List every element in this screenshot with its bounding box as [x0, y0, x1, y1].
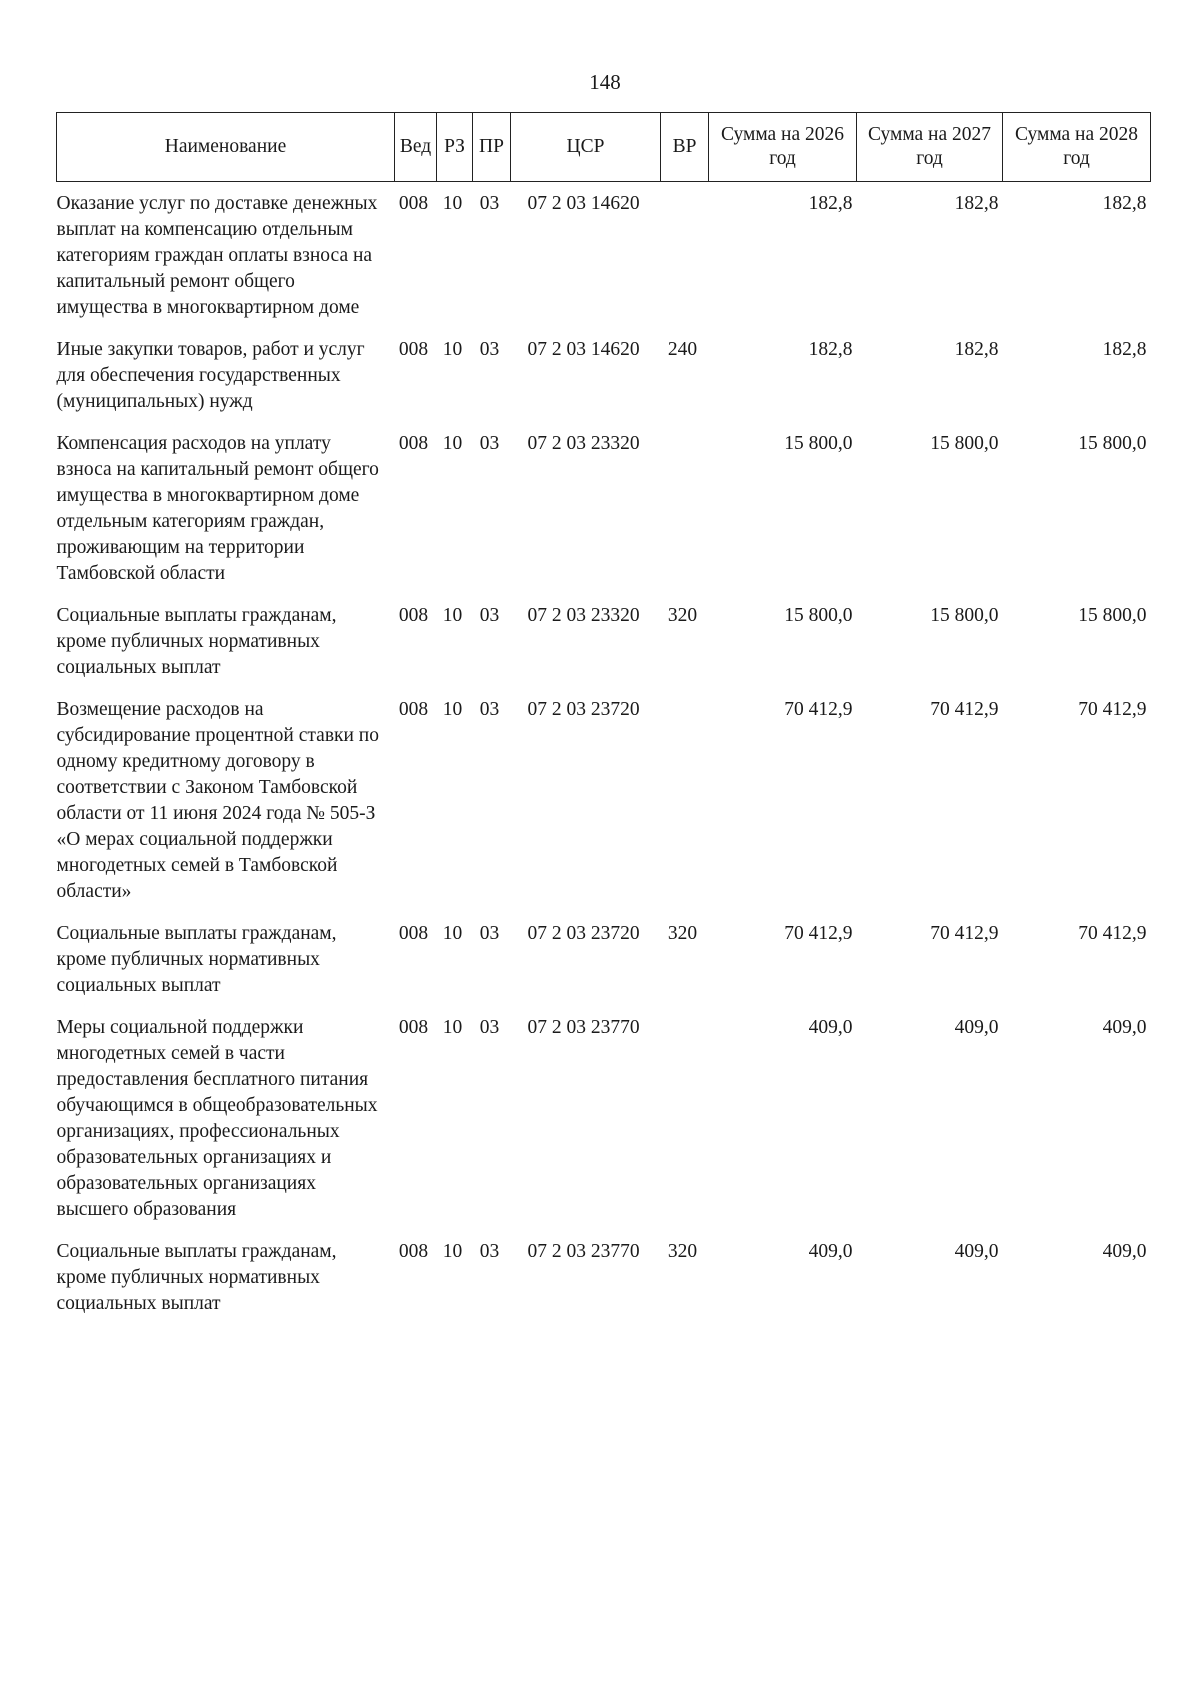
row-ved: 008 [398, 605, 429, 626]
row-ved: 008 [398, 339, 429, 360]
row-sum-2027: 182,8 [954, 193, 999, 214]
row-pr: 03 [479, 339, 500, 360]
row-sum-2027: 70 412,9 [930, 699, 999, 720]
header-ved: Вед [395, 113, 437, 182]
row-sum-2026: 70 412,9 [784, 923, 853, 944]
row-vr [661, 422, 709, 594]
row-rz: 10 [442, 923, 463, 944]
row-sum-2026: 182,8 [808, 193, 853, 214]
header-sum-2028: Сумма на 2028 год [1003, 113, 1151, 182]
row-sum-2028: 15 800,0 [1078, 433, 1147, 454]
row-sum-2028: 70 412,9 [1078, 923, 1147, 944]
row-name: Компенсация расходов на уплату взноса на капитальный ремонт общего имущества в многоквартирном доме отдельным категориям граждан, проживающим на территории Тамбовской области [56, 433, 379, 584]
row-pr: 03 [479, 1241, 500, 1262]
table-row [57, 912, 1151, 1006]
table-row [57, 1006, 1151, 1230]
header-rz: РЗ [437, 113, 473, 182]
row-name: Иные закупки товаров, работ и услуг для обеспечения государственных (муниципальных) нужд [56, 339, 365, 412]
table-row [57, 594, 1151, 688]
row-vr: 320 [667, 923, 698, 944]
row-rz: 10 [442, 1241, 463, 1262]
row-pr: 03 [479, 699, 500, 720]
row-csr: 07 2 03 23720 [527, 923, 640, 944]
row-csr: 07 2 03 23770 [527, 1017, 640, 1038]
row-name: Возмещение расходов на субсидирование процентной ставки по одному кредитному договору в соответствии с Законом Тамбовской области от 11 июня 2024 года № 505-З «О мерах социальной поддержки многодетных семей в Тамбовской области» [56, 699, 379, 902]
row-sum-2026: 70 412,9 [784, 699, 853, 720]
row-csr: 07 2 03 23320 [527, 605, 640, 626]
row-rz: 10 [442, 193, 463, 214]
row-csr: 07 2 03 23720 [527, 699, 640, 720]
table-header-row [57, 113, 1151, 182]
row-ved: 008 [398, 1241, 429, 1262]
header-name: Наименование [57, 113, 395, 182]
row-sum-2027: 70 412,9 [930, 923, 999, 944]
row-rz: 10 [442, 605, 463, 626]
row-pr: 03 [479, 193, 500, 214]
header-sum-2027: Сумма на 2027 год [857, 113, 1003, 182]
row-pr: 03 [479, 1017, 500, 1038]
row-vr [661, 688, 709, 912]
row-pr: 03 [479, 433, 500, 454]
row-vr [661, 182, 709, 329]
row-rz: 10 [442, 433, 463, 454]
row-vr: 320 [667, 1241, 698, 1262]
row-name: Социальные выплаты гражданам, кроме публичных нормативных социальных выплат [56, 923, 337, 996]
row-pr: 03 [479, 923, 500, 944]
row-name: Социальные выплаты гражданам, кроме публичных нормативных социальных выплат [56, 1241, 337, 1314]
row-name: Оказание услуг по доставке денежных выплат на компенсацию отдельным категориям граждан оплаты взноса на капитальный ремонт общего имущества в многоквартирном доме [56, 193, 378, 318]
header-csr: ЦСР [511, 113, 661, 182]
row-csr: 07 2 03 23770 [527, 1241, 640, 1262]
row-ved: 008 [398, 433, 429, 454]
row-csr: 07 2 03 14620 [527, 193, 640, 214]
header-vr: ВР [661, 113, 709, 182]
row-sum-2026: 409,0 [808, 1017, 853, 1038]
row-name: Меры социальной поддержки многодетных семей в части предоставления бесплатного питания обучающимся в общеобразовательных организациях, профессиональных образовательных организациях и образовательных организациях высшего образования [56, 1017, 378, 1220]
row-sum-2028: 182,8 [1102, 193, 1147, 214]
row-vr: 240 [667, 339, 698, 360]
row-rz: 10 [442, 699, 463, 720]
row-vr [661, 1006, 709, 1230]
row-sum-2027: 409,0 [954, 1017, 999, 1038]
row-sum-2026: 182,8 [808, 339, 853, 360]
table-row [57, 182, 1151, 329]
row-rz: 10 [442, 1017, 463, 1038]
row-ved: 008 [398, 193, 429, 214]
row-sum-2027: 15 800,0 [930, 605, 999, 626]
row-sum-2027: 182,8 [954, 339, 999, 360]
row-ved: 008 [398, 923, 429, 944]
row-csr: 07 2 03 23320 [527, 433, 640, 454]
budget-table [56, 112, 1151, 1324]
row-sum-2028: 182,8 [1102, 339, 1147, 360]
row-csr: 07 2 03 14620 [527, 339, 640, 360]
row-ved: 008 [398, 699, 429, 720]
row-name: Социальные выплаты гражданам, кроме публичных нормативных социальных выплат [56, 605, 337, 678]
row-ved: 008 [398, 1017, 429, 1038]
table-row [57, 1230, 1151, 1324]
row-rz: 10 [442, 339, 463, 360]
row-sum-2028: 15 800,0 [1078, 605, 1147, 626]
row-sum-2026: 15 800,0 [784, 605, 853, 626]
table-row [57, 688, 1151, 912]
row-sum-2028: 409,0 [1102, 1241, 1147, 1262]
row-vr: 320 [667, 605, 698, 626]
page-number: 148 [589, 70, 621, 94]
row-sum-2027: 409,0 [954, 1241, 999, 1262]
row-sum-2028: 70 412,9 [1078, 699, 1147, 720]
header-pr: ПР [473, 113, 511, 182]
table-row [57, 422, 1151, 594]
row-sum-2026: 409,0 [808, 1241, 853, 1262]
row-sum-2026: 15 800,0 [784, 433, 853, 454]
header-sum-2026: Сумма на 2026 год [709, 113, 857, 182]
row-sum-2027: 15 800,0 [930, 433, 999, 454]
row-sum-2028: 409,0 [1102, 1017, 1147, 1038]
row-pr: 03 [479, 605, 500, 626]
table-row [57, 328, 1151, 422]
